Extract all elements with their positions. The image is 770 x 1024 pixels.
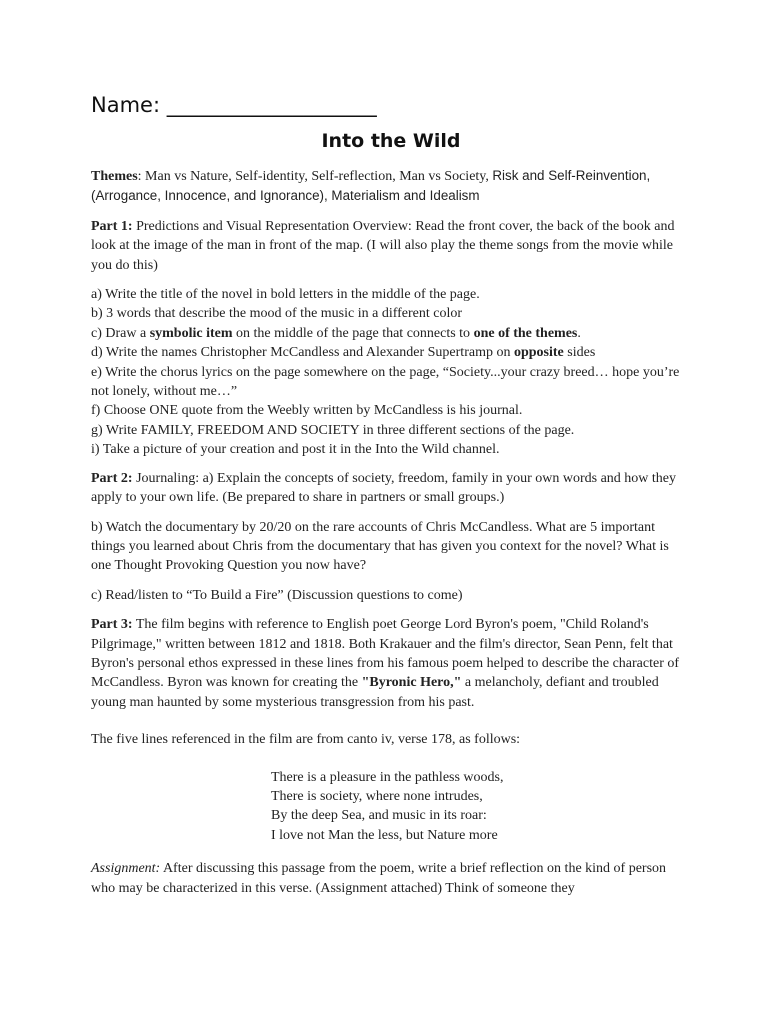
task-c-text-3: . (577, 325, 581, 341)
task-item-a: a) Write the title of the novel in bold letters in the middle of the page. (91, 287, 480, 303)
poem-line: There is society, where none intrudes, (271, 788, 483, 804)
task-c-text-2: on the middle of the page that connects to (232, 325, 474, 341)
task-c-text-1: c) Draw a (91, 325, 150, 341)
task-item-g: g) Write FAMILY, FREEDOM AND SOCIETY in three different sections of the page. (91, 422, 575, 438)
part1-label: Part 1: (91, 218, 133, 234)
part3-paragraph (91, 615, 691, 712)
task-item-f: f) Choose ONE quote from the Weebly written by McCandless is his journal. (91, 403, 523, 419)
themes-text-sans: Risk and Self-Reinvention, (Arrogance, Innocence, and Ignorance), Materialism and Idealism (91, 168, 651, 204)
byronic-hero-term: "Byronic Hero," (361, 675, 462, 691)
part3-label: Part 3: (91, 617, 133, 633)
document-title: Into the Wild (321, 130, 461, 152)
part2-text-a: Journaling: a) Explain the concepts of society, freedom, family in your own words and how they apply to your own life. (Be prepared to share in partners or small groups.) (91, 470, 676, 506)
part1-text: Predictions and Visual Representation Overview: Read the front cover, the back of the book and look at the image of the man in front of the map. (I will also play the theme songs from the movie while you do this) (91, 218, 675, 273)
part2-paragraph-a (91, 469, 691, 508)
themes-label: Themes (91, 169, 138, 184)
assignment-text: After discussing this passage from the poem, write a brief reflection on the kind of person who may be characterized in this verse. (Assignment attached) Think of someone they (91, 861, 667, 896)
task-d-bold: opposite (513, 345, 564, 361)
name-field-line: Name: ____________________ (91, 93, 377, 117)
poem-line: There is a pleasure in the pathless woods, (271, 769, 504, 785)
part2-label: Part 2: (91, 470, 133, 486)
task-d-text-2: sides (563, 345, 596, 361)
part3-text-2: a melancholy, defiant and troubled young man haunted by some mysterious transgression from his past. (91, 675, 659, 710)
poem-line: I love not Man the less, but Nature more (271, 827, 498, 843)
task-item-c (91, 324, 691, 343)
task-item-b: b) 3 words that describe the mood of the music in a different color (91, 306, 463, 322)
poem-excerpt (271, 768, 691, 846)
assignment-label: Assignment: (91, 861, 161, 877)
themes-text-serif: : Man vs Nature, Self-identity, Self-reflection, Man vs Society, (137, 169, 493, 184)
worksheet-page (91, 90, 691, 908)
themes-paragraph (91, 166, 691, 207)
part2-paragraph-b: b) Watch the documentary by 20/20 on the rare accounts of Chris McCandless. What are 5 important things you learned about Chris from the documentary that has given you context for the novel? What is one Thought Provoking Question you now have? (91, 519, 669, 574)
assignment-paragraph (91, 859, 691, 898)
poem-line: By the deep Sea, and music in its roar: (271, 808, 487, 824)
task-item-e: e) Write the chorus lyrics on the page somewhere on the page, “Society...your crazy breed… hope you’re not lonely, without me…” (91, 364, 680, 400)
poem-intro: The five lines referenced in the film are from canto iv, verse 178, as follows: (91, 732, 521, 748)
task-item-d (91, 343, 691, 362)
part2-paragraph-c: c) Read/listen to “To Build a Fire” (Discussion questions to come) (91, 587, 463, 603)
part1-task-list (91, 285, 691, 460)
task-item-i: i) Take a picture of your creation and post it in the Into the Wild channel. (91, 442, 500, 458)
part3-text-1: The film begins with reference to English poet George Lord Byron's poem, "Child Roland's Pilgrimage," written between 1812 and 1818. Both Krakauer and the film's director, Sean Penn, felt that Byron's personal ethos expressed in these lines from his famous poem helped to describe the character of McCandless. Byron was known for creating the (91, 617, 680, 691)
task-c-bold-1: symbolic item (149, 325, 233, 341)
task-d-text-1: d) Write the names Christopher McCandless and Alexander Supertramp on (91, 345, 514, 361)
task-c-bold-2: one of the themes (473, 325, 578, 341)
part1-paragraph (91, 217, 691, 275)
